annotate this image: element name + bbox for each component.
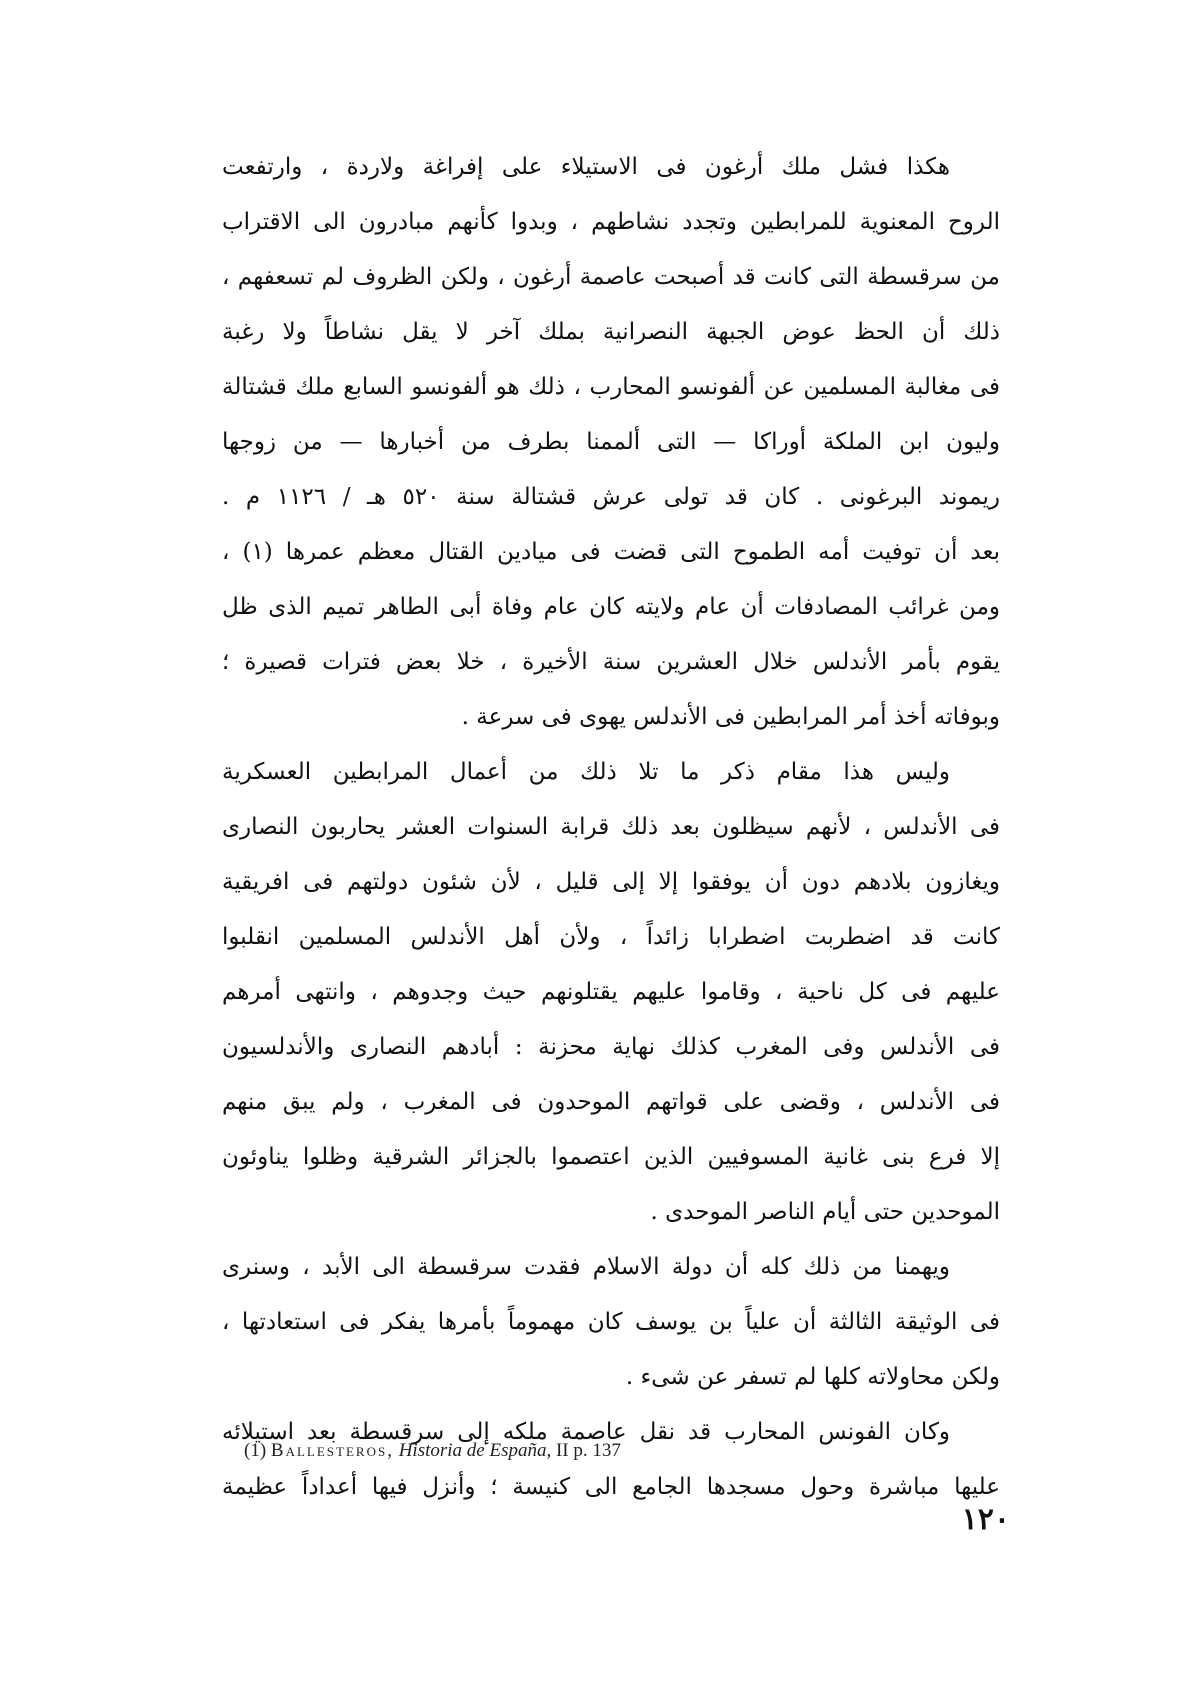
- text-line: ريموند البرغونى . كان قد تولى عرش قشتالة سنة ٥٢٠ هـ / ١١٢٦ م .: [222, 484, 1000, 510]
- text-line: وليون ابن الملكة أوراكا — التى ألممنا بطرف من أخبارها — من زوجها: [222, 429, 1000, 455]
- body-text: [222, 140, 1000, 1515]
- text-line: فى الأندلس ، وقضى على قواتهم الموحدون فى المغرب ، ولم يبق منهم: [222, 1089, 1000, 1115]
- text-line: ويغازون بلادهم دون أن يوفقوا إلا إلى قليل ، لأن شئون دولتهم فى افريقية: [222, 869, 1000, 895]
- text-line: فى مغالبة المسلمين عن ألفونسو المحارب ، ذلك هو ألفونسو السابع ملك قشتالة: [222, 374, 1000, 400]
- text-line: بعد أن توفيت أمه الطموح التى قضت فى ميادين القتال معظم عمرها (١) ،: [222, 539, 1000, 565]
- text-line: عليها مباشرة وحول مسجدها الجامع الى كنيسة ؛ وأنزل فيها أعداداً عظيمة: [222, 1474, 1000, 1500]
- footnote: [244, 1440, 844, 1462]
- text-line: من سرقسطة التى كانت قد أصبحت عاصمة أرغون ، ولكن الظروف لم تسعفهم ،: [222, 264, 1000, 290]
- paragraph-1: [222, 140, 1000, 745]
- footnote-author: Ballesteros,: [270, 1440, 394, 1461]
- text-line: فى الأندلس ، لأنهم سيظلون بعد ذلك قرابة السنوات العشر يحاربون النصارى: [222, 814, 1000, 840]
- text-line: عليهم فى كل ناحية ، وقاموا عليهم يقتلونهم حيث وجدوهم ، وانتهى أمرهم: [222, 979, 1000, 1005]
- text-line: إلا فرع بنى غانية المسوفيين الذين اعتصموا بالجزائر الشرقية وظلوا يناوئون: [222, 1144, 1000, 1170]
- footnote-title: Historia de España,: [398, 1440, 552, 1461]
- text-line: هكذا فشل ملك أرغون فى الاستيلاء على إفراغة ولاردة ، وارتفعت: [222, 154, 950, 180]
- footnote-reference: II p. 137: [555, 1440, 621, 1461]
- text-line: فى الوثيقة الثالثة أن علياً بن يوسف كان مهموماً بأمرها يفكر فى استعادتها ،: [222, 1309, 1000, 1335]
- text-line: ولكن محاولاته كلها لم تسفر عن شىء .: [625, 1364, 1000, 1390]
- text-line: ذلك أن الحظ عوض الجبهة النصرانية بملك آخر لا يقل نشاطاً ولا رغبة: [222, 319, 1000, 345]
- text-line: كانت قد اضطربت اضطرابا زائداً ، ولأن أهل الأندلس المسلمين انقلبوا: [222, 924, 1000, 950]
- text-line: فى الأندلس وفى المغرب كذلك نهاية محزنة : أبادهم النصارى والأندلسيون: [222, 1034, 1000, 1060]
- paragraph-3: [222, 1240, 1000, 1405]
- paragraph-2: [222, 745, 1000, 1240]
- text-line: الروح المعنوية للمرابطين وتجدد نشاطهم ، وبدوا كأنهم مبادرون الى الاقتراب: [222, 209, 1000, 235]
- text-line: وليس هذا مقام ذكر ما تلا ذلك من أعمال المرابطين العسكرية: [222, 759, 950, 785]
- text-line: وبوفاته أخذ أمر المرابطين فى الأندلس يهوى فى سرعة .: [461, 704, 1000, 730]
- text-line: يقوم بأمر الأندلس خلال العشرين سنة الأخيرة ، خلا بعض فترات قصيرة ؛: [222, 649, 1000, 675]
- footnote-marker: (1): [244, 1440, 267, 1461]
- text-line: ويهمنا من ذلك كله أن دولة الاسلام فقدت سرقسطة الى الأبد ، وسنرى: [222, 1254, 950, 1280]
- text-line: ومن غرائب المصادفات أن عام ولايته كان عام وفاة أبى الطاهر تميم الذى ظل: [222, 594, 1000, 620]
- page-number: ١٢٠: [961, 1502, 1010, 1537]
- text-line: الموحدين حتى أيام الناصر الموحدى .: [650, 1199, 1000, 1225]
- text-line: وكان الفونس المحارب قد نقل عاصمة ملكه إلى سرقسطة بعد استيلائه: [222, 1419, 950, 1445]
